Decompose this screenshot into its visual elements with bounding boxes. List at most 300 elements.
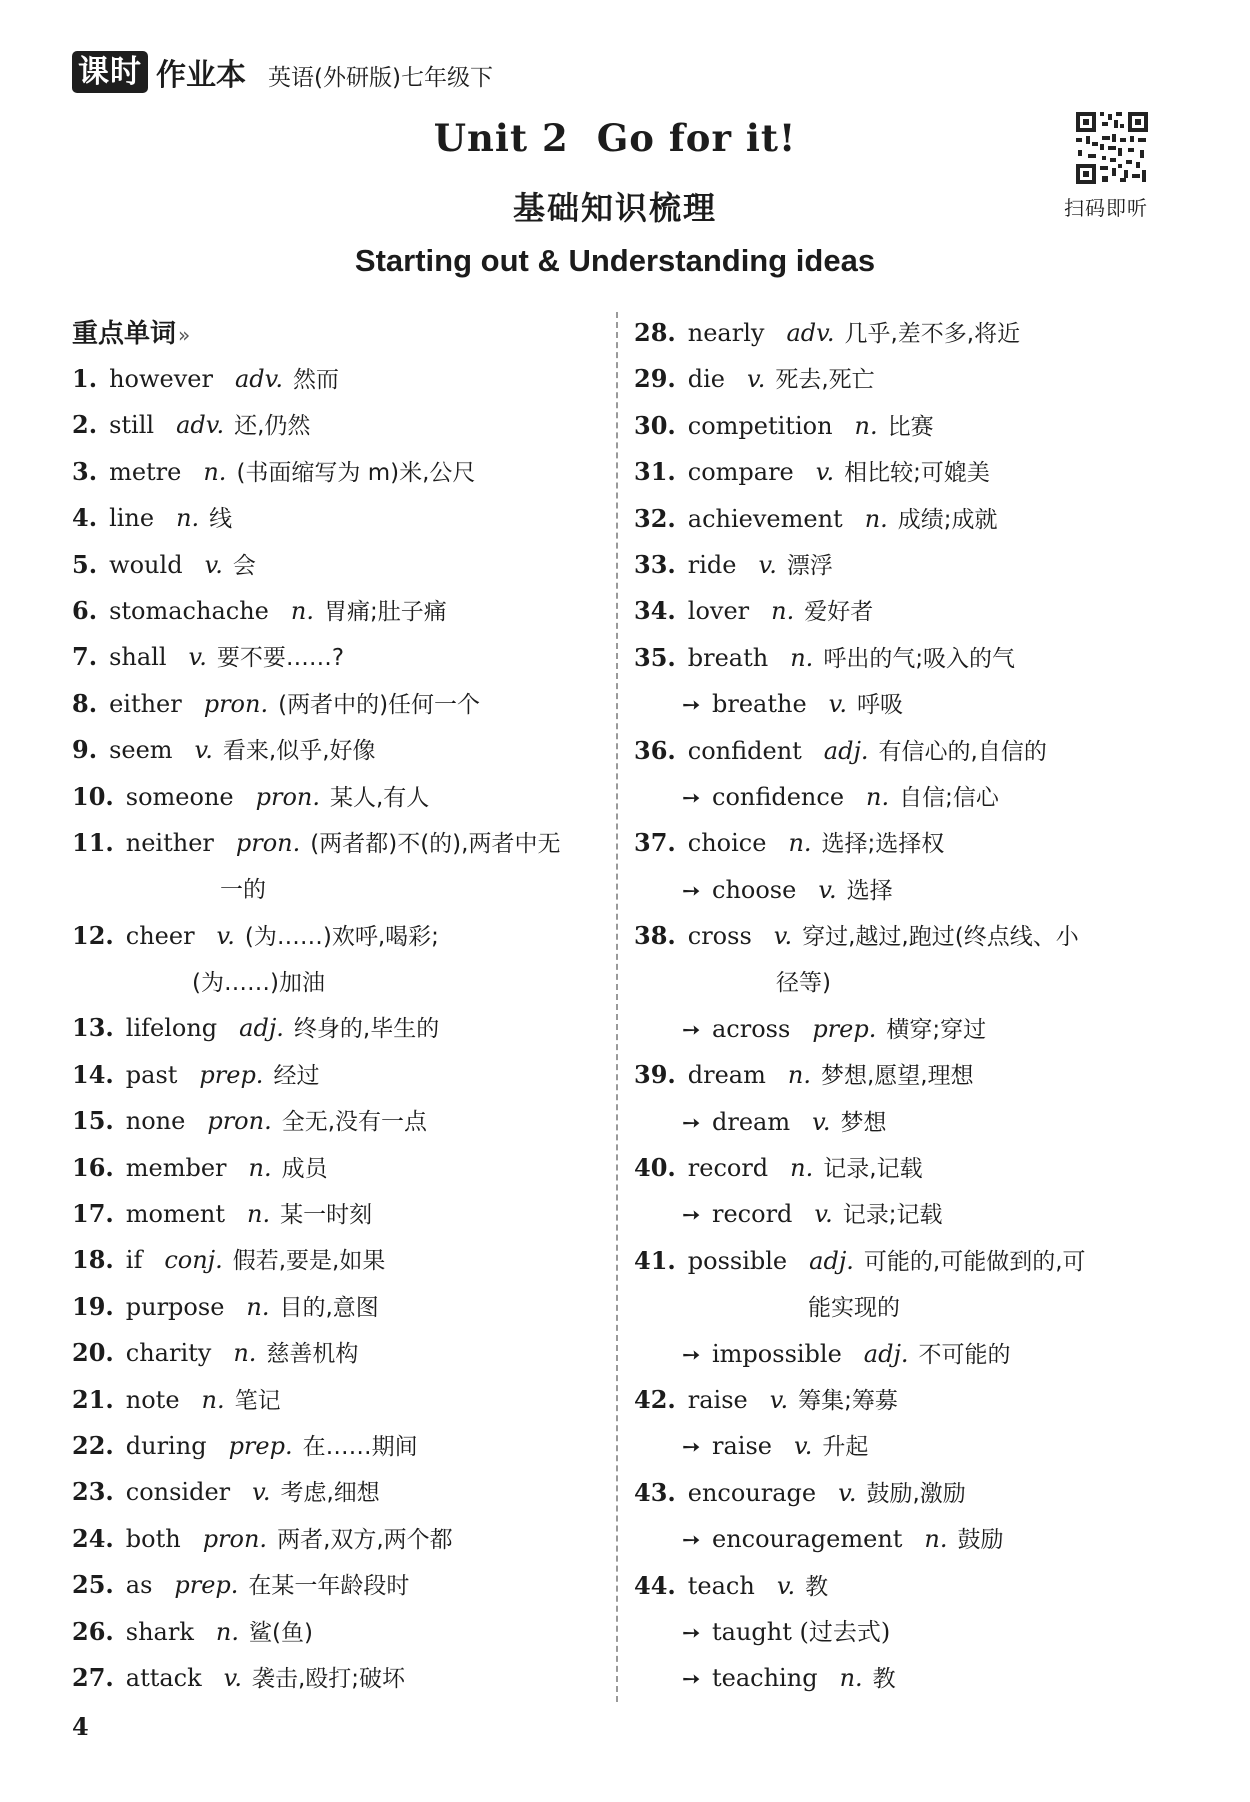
entry-definition: 记录,记载 [823, 1156, 923, 1183]
arrow-right-icon: ➙ [682, 1528, 701, 1554]
entry-number: 43. [634, 1477, 676, 1507]
entry-pos: v. [216, 921, 235, 950]
vocab-entry [634, 913, 1174, 959]
entry-number: 4. [72, 503, 98, 533]
entry-word: during [125, 1431, 207, 1460]
entry-definition: 鼓励,激励 [866, 1480, 966, 1507]
entry-pos: adj. [823, 736, 869, 765]
entry-pos: v. [814, 1200, 833, 1229]
entry-number: 23. [72, 1477, 114, 1507]
entry-number: 31. [634, 457, 676, 487]
entry-definition: 胃痛;肚子痛 [323, 598, 447, 625]
entry-pos: v. [815, 458, 835, 487]
entry-pos: n. [233, 1339, 257, 1368]
entry-number: 9. [72, 735, 98, 765]
entry-word: record [712, 1200, 793, 1229]
qr-code-icon[interactable] [1074, 110, 1150, 186]
entry-pos: n. [790, 643, 814, 672]
entry-pos: n. [215, 1617, 239, 1646]
entry-pos: prep. [174, 1571, 239, 1600]
entry-word: across [712, 1014, 791, 1043]
arrow-right-icon: ➙ [682, 1435, 701, 1461]
vocab-entry [634, 496, 1174, 542]
entry-word: however [109, 365, 213, 393]
entry-number: 24. [72, 1523, 114, 1553]
entry-word: nearly [687, 319, 765, 347]
entry-pos: n. [246, 1292, 270, 1321]
entry-definition: 考虑,细想 [280, 1480, 380, 1507]
entry-number: 5. [72, 549, 98, 579]
entry-word: either [109, 689, 182, 718]
entry-number: 7. [72, 642, 98, 672]
vocab-entry [72, 1005, 602, 1051]
entry-pos: v. [223, 1663, 242, 1692]
vocab-entry [72, 1052, 602, 1098]
entry-pos: adj. [239, 1014, 284, 1043]
entry-number: 32. [634, 503, 676, 533]
entry-word: shall [109, 643, 167, 672]
entry-pos: n. [839, 1664, 863, 1693]
entry-number: 36. [634, 735, 676, 765]
entry-word: breath [687, 643, 769, 672]
entry-definition: 记录;记载 [842, 1202, 943, 1229]
entry-number: 14. [72, 1059, 114, 1089]
double-chevron-icon: » [178, 323, 191, 347]
entry-definition: 线 [209, 506, 233, 533]
entry-continuation: 一的 [220, 877, 266, 904]
entry-definition: 还,仍然 [234, 413, 311, 440]
entry-word: impossible [712, 1339, 842, 1368]
entry-pos: n. [290, 596, 314, 625]
vocab-entry [634, 1423, 1174, 1469]
vocab-entry [634, 1377, 1174, 1423]
entry-number: 15. [72, 1106, 114, 1136]
vocab-entry [72, 449, 602, 495]
entry-pos: adv. [786, 319, 835, 347]
section-title-cn: 基础知识梳理 [512, 189, 717, 227]
entry-continuation: 能实现的 [808, 1295, 900, 1322]
vocab-entry [72, 1237, 602, 1283]
entry-definition: 某人,有人 [329, 784, 430, 811]
entry-word: if [125, 1246, 143, 1275]
entry-word: none [125, 1107, 186, 1136]
entry-definition: 自信;信心 [899, 784, 999, 811]
vocab-entry [72, 1609, 602, 1655]
entry-word: attack [125, 1663, 202, 1692]
arrow-right-icon: ➙ [682, 1620, 701, 1646]
vocab-entry [72, 1469, 602, 1515]
entry-number: 38. [634, 921, 676, 951]
arrow-right-icon: ➙ [682, 1017, 701, 1043]
entry-definition: 成绩;成就 [897, 506, 998, 533]
arrow-right-icon: ➙ [682, 693, 701, 719]
vocab-entry [72, 634, 602, 680]
entry-number: 33. [634, 549, 676, 579]
entry-definition: 鼓励 [957, 1527, 1004, 1554]
entry-definition: 然而 [292, 367, 339, 393]
entry-word: neither [125, 828, 214, 857]
entry-pos: adv. [176, 411, 225, 440]
vocab-entry [72, 495, 602, 541]
vocab-entry [634, 1516, 1174, 1562]
vocab-entry [72, 727, 602, 773]
entry-word: possible [687, 1246, 788, 1275]
vocab-entry [634, 959, 1174, 1005]
entry-word: moment [125, 1200, 226, 1229]
vocab-entry [72, 356, 602, 402]
vocab-entry [634, 867, 1174, 913]
entry-word: both [125, 1524, 181, 1553]
entry-word: raise [712, 1432, 772, 1461]
entry-definition: 爱好者 [804, 599, 874, 626]
entry-definition: 看来,似乎,好像 [222, 738, 376, 765]
entry-word: consider [125, 1478, 231, 1507]
entry-word: past [125, 1060, 178, 1089]
vocab-entry [72, 588, 602, 634]
entry-definition: 有信心的,自信的 [878, 738, 1047, 765]
vocab-entry [634, 1331, 1174, 1377]
entry-word: lover [687, 597, 750, 626]
vocab-entry [634, 1563, 1174, 1609]
entry-definition: 教 [872, 1666, 896, 1693]
entry-pos: n. [176, 504, 200, 533]
entry-pos: pron. [202, 1524, 268, 1553]
entry-pos: n. [787, 1061, 811, 1090]
vocab-entry [72, 1423, 602, 1469]
entry-word: record [687, 1154, 769, 1183]
entry-word: note [125, 1385, 180, 1414]
vocab-entry [72, 1562, 602, 1608]
entry-word: compare [687, 458, 794, 487]
entry-word: metre [109, 457, 182, 486]
entry-word: competition [687, 411, 833, 440]
vocab-entry [72, 1145, 602, 1191]
entry-definition: 呼出的气;吸入的气 [823, 645, 1016, 672]
brand-logo [72, 50, 246, 94]
entry-word: shark [125, 1617, 194, 1646]
page-header [72, 52, 493, 92]
entry-number: 42. [634, 1384, 676, 1414]
vocab-entry [72, 542, 602, 588]
entry-number: 44. [634, 1570, 676, 1600]
vocab-entry [72, 820, 602, 866]
entry-word: confidence [712, 782, 845, 811]
entry-number: 29. [634, 364, 676, 394]
arrow-right-icon: ➙ [682, 1203, 701, 1229]
entry-pos: n. [788, 829, 812, 858]
entry-word: die [687, 365, 726, 394]
entry-pos: pron. [203, 689, 269, 718]
arrow-right-icon: ➙ [682, 878, 701, 904]
entry-number: 35. [634, 642, 676, 672]
entry-number: 40. [634, 1153, 676, 1183]
entry-pos: v. [828, 690, 847, 719]
vocab-entry [72, 1191, 602, 1237]
entry-word: member [125, 1153, 227, 1182]
entry-definition: 穿过,越过,跑过(终点线、小 [802, 924, 1079, 951]
entry-word: raise [687, 1385, 748, 1414]
entry-definition: 全无,没有一点 [281, 1109, 428, 1136]
entry-word: breathe [712, 690, 807, 719]
entry-definition: 选择 [846, 877, 893, 904]
entry-number: 34. [634, 596, 676, 626]
entry-word: encourage [687, 1478, 817, 1507]
entry-word: ride [687, 550, 737, 579]
vocab-entry [72, 1098, 602, 1144]
entry-definition: 两者,双方,两个都 [277, 1526, 453, 1553]
entry-definition: 几乎,差不多,将近 [844, 321, 1021, 347]
entry-definition: (为……)欢呼,喝彩; [244, 923, 439, 950]
vocab-entry [634, 356, 1174, 402]
vocab-entry [634, 449, 1174, 495]
entry-word: still [109, 411, 155, 440]
entry-definition: 要不要……? [216, 645, 345, 672]
entry-number: 6. [72, 595, 98, 625]
entry-pos: n. [203, 457, 227, 486]
entry-number: 1. [72, 364, 98, 393]
entry-pos: v. [758, 550, 777, 579]
page-number: 4 [72, 1712, 89, 1741]
entry-definition: 不可能的 [918, 1341, 1011, 1368]
entry-word: someone [125, 782, 234, 811]
vocab-entry [72, 402, 602, 448]
unit-number: Unit 2 [433, 116, 569, 160]
entry-number: 26. [72, 1616, 114, 1646]
entry-definition: 梦想 [840, 1109, 887, 1136]
vocab-entry [72, 1516, 602, 1562]
vocab-entry [72, 1655, 602, 1701]
entry-word: cheer [125, 921, 195, 950]
entry-number: 8. [72, 688, 98, 718]
entry-continuation: (为……)加油 [192, 970, 325, 997]
vocab-entry [634, 403, 1174, 449]
entry-word: seem [109, 736, 173, 765]
entry-pos: conj. [164, 1246, 223, 1275]
logo-box: 课时 [72, 51, 148, 93]
entry-number: 19. [72, 1291, 114, 1321]
entry-definition: 选择;选择权 [821, 831, 945, 858]
vocab-entry [634, 542, 1174, 588]
entry-definition: 在……期间 [302, 1433, 418, 1460]
entry-pos: n. [790, 1154, 814, 1183]
entry-pos: v. [773, 922, 793, 951]
vocab-entry [634, 728, 1174, 774]
vocab-entry [634, 1609, 1174, 1655]
entry-definition: (书面缩写为 m)米,公尺 [236, 459, 476, 486]
entry-definition: 目的,意图 [279, 1294, 379, 1321]
vocab-entry [634, 774, 1174, 820]
entry-word: stomachache [109, 596, 269, 625]
section-heading-label: 重点单词 [72, 319, 177, 349]
entry-pos: adj. [809, 1246, 854, 1275]
vocab-entry [72, 1377, 602, 1423]
entry-number: 16. [72, 1152, 114, 1182]
entry-definition: 经过 [273, 1062, 320, 1089]
qr-caption: 扫码即听 [1064, 196, 1148, 220]
entry-definition: 升起 [822, 1434, 869, 1461]
entry-number: 18. [72, 1245, 114, 1275]
entry-number: 30. [634, 410, 676, 440]
vocab-entry [72, 866, 602, 912]
entry-definition: (两者都)不(的),两者中无 [310, 830, 561, 857]
entry-number: 10. [72, 781, 114, 811]
section-heading [72, 313, 190, 350]
entry-definition: 教 [805, 1573, 829, 1600]
entry-pos: v. [747, 365, 766, 394]
entry-word: purpose [125, 1292, 225, 1321]
vocab-entry [634, 588, 1174, 634]
entry-pos: pron. [235, 828, 301, 857]
entry-definition: 横穿;穿过 [886, 1016, 987, 1043]
arrow-right-icon: ➙ [682, 785, 701, 811]
arrow-right-icon: ➙ [682, 1110, 701, 1136]
entry-pos: v. [838, 1478, 857, 1507]
entry-word: would [109, 550, 183, 579]
vocab-entry [634, 635, 1174, 681]
entry-pos: v. [204, 550, 223, 579]
entry-number: 28. [634, 318, 676, 347]
entry-definition: 相比较;可媲美 [844, 460, 990, 487]
entry-word: encouragement [712, 1525, 903, 1554]
entry-definition: 终身的,毕生的 [293, 1016, 440, 1043]
entry-word: line [109, 504, 155, 533]
unit-name: Go for it! [596, 116, 797, 160]
entry-definition: (两者中的)任何一个 [278, 691, 481, 718]
entry-word: charity [125, 1339, 212, 1368]
vocab-entry [634, 1099, 1174, 1145]
vocab-entry [634, 1470, 1174, 1516]
entry-pos: adj. [863, 1339, 909, 1368]
subject-label: 英语(外研版)七年级下 [268, 64, 493, 91]
entry-pos: v. [812, 1107, 831, 1136]
unit-title [0, 116, 1230, 160]
vocab-entry [634, 1006, 1174, 1052]
vocab-entry [72, 1330, 602, 1376]
vocab-entry [72, 913, 602, 959]
vocab-list-right [634, 310, 1174, 1702]
entry-definition: 慈善机构 [266, 1341, 359, 1368]
entry-word: achievement [687, 504, 843, 533]
entry-number: 11. [72, 827, 114, 857]
entry-word: choice [687, 829, 767, 858]
entry-number: 20. [72, 1338, 114, 1368]
entry-definition: 死去,死亡 [775, 367, 875, 394]
entry-pos: v. [769, 1385, 789, 1414]
entry-pos: pron. [255, 782, 320, 811]
vocab-entry [634, 681, 1174, 727]
entry-definition: 在某一年龄段时 [248, 1573, 410, 1600]
entry-definition: 比赛 [887, 413, 934, 440]
entry-word: choose [712, 875, 797, 904]
entry-word: confident [687, 736, 802, 765]
vocab-entry [72, 959, 602, 1005]
entry-definition: 某一时刻 [280, 1202, 373, 1229]
entry-continuation: 径等) [776, 970, 831, 997]
entry-pos: v. [776, 1571, 796, 1600]
vocab-entry [634, 310, 1174, 356]
entry-word: lifelong [125, 1014, 218, 1043]
entry-pos: v. [252, 1478, 271, 1507]
entry-definition: 漂浮 [786, 552, 833, 579]
entry-definition: 假若,要是,如果 [232, 1248, 386, 1275]
entry-word: teaching [712, 1664, 818, 1693]
entry-definition: 呼吸 [857, 692, 903, 719]
arrow-right-icon: ➙ [682, 1342, 701, 1368]
entry-pos: adv. [234, 365, 283, 393]
entry-number: 17. [72, 1199, 114, 1229]
column-divider [616, 312, 618, 1702]
entry-word: cross [687, 922, 752, 951]
entry-number: 12. [72, 920, 114, 950]
entry-word: dream [712, 1107, 791, 1136]
arrow-right-icon: ➙ [682, 1667, 701, 1693]
entry-word: dream [687, 1061, 766, 1090]
entry-pos: n. [854, 411, 878, 440]
entry-pos: n. [201, 1385, 225, 1414]
vocab-entry [634, 1052, 1174, 1098]
entry-definition: 成员 [281, 1155, 328, 1182]
vocab-entry [72, 1284, 602, 1330]
entry-definition: 袭击,殴打;破坏 [252, 1665, 406, 1692]
entry-pos: n. [924, 1525, 948, 1554]
vocab-list-left [72, 356, 602, 1701]
entry-word: teach [687, 1571, 755, 1600]
entry-pos: n. [248, 1153, 272, 1182]
entry-definition: 会 [232, 552, 256, 579]
entry-pos: n. [866, 782, 890, 811]
entry-word: as [125, 1571, 153, 1600]
entry-word: taught (过去式) [712, 1617, 891, 1646]
entry-number: 2. [72, 410, 98, 440]
entry-number: 13. [72, 1013, 114, 1043]
entry-definition: 可能的,可能做到的,可 [863, 1248, 1086, 1275]
entry-pos: prep. [812, 1014, 877, 1043]
entry-pos: n. [864, 504, 888, 533]
entry-number: 3. [72, 456, 98, 486]
vocab-entry [634, 1145, 1174, 1191]
vocab-entry [72, 774, 602, 820]
vocab-entry [72, 681, 602, 727]
vocab-entry [634, 1284, 1174, 1330]
entry-pos: v. [188, 643, 207, 672]
entry-pos: v. [818, 875, 837, 904]
entry-pos: prep. [228, 1431, 293, 1460]
entry-pos: prep. [199, 1060, 264, 1089]
vocab-entry [634, 1238, 1174, 1284]
entry-number: 37. [634, 828, 676, 858]
entry-definition: 笔记 [234, 1387, 281, 1414]
logo-text: 作业本 [156, 58, 246, 93]
entry-pos: pron. [207, 1107, 272, 1136]
entry-pos: v. [793, 1432, 813, 1461]
entry-number: 27. [72, 1662, 114, 1692]
vocab-entry [634, 820, 1174, 866]
entry-definition: 鲨(鱼) [248, 1619, 313, 1646]
entry-pos: v. [194, 736, 213, 765]
entry-number: 41. [634, 1245, 676, 1275]
entry-definition: 梦想,愿望,理想 [820, 1063, 974, 1090]
entry-number: 39. [634, 1060, 676, 1090]
vocab-entry [634, 1655, 1174, 1701]
entry-number: 22. [72, 1430, 114, 1460]
entry-definition: 筹集;筹募 [798, 1387, 898, 1414]
vocab-entry [634, 1191, 1174, 1237]
entry-pos: n. [247, 1200, 271, 1229]
entry-number: 25. [72, 1570, 114, 1600]
entry-number: 21. [72, 1384, 114, 1414]
entry-pos: n. [771, 597, 795, 626]
section-title-en: Starting out & Understanding ideas [354, 243, 876, 278]
